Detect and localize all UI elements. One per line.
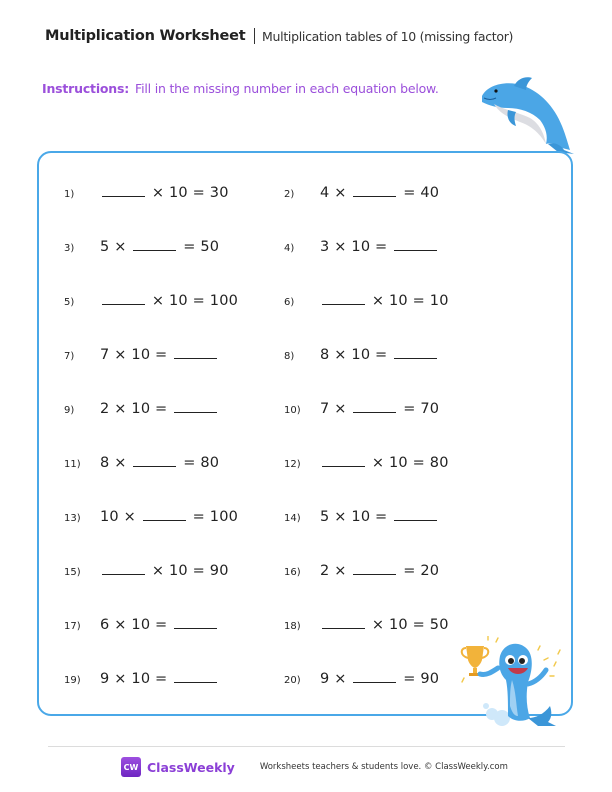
problem-number: 4) <box>284 243 295 254</box>
answer-blank[interactable] <box>174 357 217 359</box>
answer-blank[interactable] <box>133 465 176 467</box>
equation-left: 9 × <box>320 671 347 687</box>
equation <box>100 401 219 417</box>
problem-8 <box>284 347 439 363</box>
equation <box>100 509 238 525</box>
problem-number: 14) <box>284 513 301 524</box>
instructions-text: Fill in the missing number in each equation below. <box>135 81 439 96</box>
equation-left: 2 × <box>320 563 347 579</box>
equation-rest: = 90 <box>403 671 440 687</box>
answer-blank[interactable] <box>174 627 217 629</box>
equation <box>320 563 439 579</box>
problem-number: 17) <box>64 621 81 632</box>
problem-number: 10) <box>284 405 301 416</box>
answer-blank[interactable] <box>394 519 437 521</box>
problem-number: 8) <box>284 351 295 362</box>
dolphin-trophy-icon <box>458 636 578 728</box>
equation-left: 4 × <box>320 185 347 201</box>
problem-13 <box>64 509 238 525</box>
answer-blank[interactable] <box>143 519 186 521</box>
problem-number: 20) <box>284 675 301 686</box>
equation <box>320 293 449 309</box>
problem-4 <box>284 239 439 255</box>
equation-left: 8 × 10 = <box>320 347 388 363</box>
problem-number: 5) <box>64 297 75 308</box>
equation-rest: = 50 <box>183 239 220 255</box>
answer-blank[interactable] <box>102 573 145 575</box>
equation-left: 3 × 10 = <box>320 239 388 255</box>
footer-tagline: Worksheets teachers & students love. © ClassWeekly.com <box>259 762 508 772</box>
problem-number: 3) <box>64 243 75 254</box>
problem-number: 18) <box>284 621 301 632</box>
equation-rest: = 40 <box>403 185 440 201</box>
equation <box>100 617 219 633</box>
equation-left: 7 × <box>320 401 347 417</box>
answer-blank[interactable] <box>322 303 365 305</box>
equation-rest: × 10 = 30 <box>151 185 229 201</box>
problem-2 <box>284 185 439 201</box>
problem-number: 7) <box>64 351 75 362</box>
problem-number: 19) <box>64 675 81 686</box>
answer-blank[interactable] <box>394 249 437 251</box>
problem-number: 6) <box>284 297 295 308</box>
problem-9 <box>64 401 219 417</box>
equation <box>100 185 229 201</box>
equation-left: 8 × <box>100 455 127 471</box>
problem-number: 16) <box>284 567 301 578</box>
answer-blank[interactable] <box>394 357 437 359</box>
equation-rest: × 10 = 80 <box>371 455 449 471</box>
equation <box>100 563 229 579</box>
problem-20 <box>284 671 439 687</box>
problem-19 <box>64 671 219 687</box>
equation-rest: × 10 = 100 <box>151 293 239 309</box>
equation <box>320 455 449 471</box>
equation-rest: = 70 <box>403 401 440 417</box>
answer-blank[interactable] <box>174 411 217 413</box>
equation <box>100 293 238 309</box>
problem-number: 15) <box>64 567 81 578</box>
answer-blank[interactable] <box>353 195 396 197</box>
equation-rest: = 80 <box>183 455 220 471</box>
title-divider <box>254 28 256 44</box>
answer-blank[interactable] <box>322 465 365 467</box>
problem-7 <box>64 347 219 363</box>
equation <box>320 401 439 417</box>
problem-number: 9) <box>64 405 75 416</box>
answer-blank[interactable] <box>322 627 365 629</box>
equation <box>320 185 439 201</box>
dolphin-jumping-icon <box>474 74 574 154</box>
equation <box>100 347 219 363</box>
answer-blank[interactable] <box>133 249 176 251</box>
equation-rest: × 10 = 50 <box>371 617 449 633</box>
problem-number: 13) <box>64 513 81 524</box>
problem-18 <box>284 617 449 633</box>
problem-5 <box>64 293 238 309</box>
equation <box>320 671 439 687</box>
problem-6 <box>284 293 449 309</box>
problem-17 <box>64 617 219 633</box>
equation-left: 10 × <box>100 509 137 525</box>
equation-rest: × 10 = 10 <box>371 293 449 309</box>
answer-blank[interactable] <box>102 195 145 197</box>
problem-number: 2) <box>284 189 295 200</box>
footer-divider <box>48 746 565 747</box>
equation <box>320 347 439 363</box>
page-title: Multiplication Worksheet <box>45 28 246 44</box>
instructions <box>42 81 439 96</box>
equation-left: 5 × 10 = <box>320 509 388 525</box>
equation-rest: = 20 <box>403 563 440 579</box>
equation <box>100 455 219 471</box>
equation <box>100 239 219 255</box>
equation-left: 6 × 10 = <box>100 617 168 633</box>
problem-12 <box>284 455 449 471</box>
problem-1 <box>64 185 229 201</box>
problem-15 <box>64 563 229 579</box>
problem-number: 12) <box>284 459 301 470</box>
equation-rest: × 10 = 90 <box>151 563 229 579</box>
footer <box>121 757 508 777</box>
answer-blank[interactable] <box>353 681 396 683</box>
equation-rest: = 100 <box>192 509 239 525</box>
problem-14 <box>284 509 439 525</box>
answer-blank[interactable] <box>353 411 396 413</box>
equation <box>100 671 219 687</box>
equation <box>320 617 449 633</box>
page-subtitle: Multiplication tables of 10 (missing factor) <box>262 28 514 44</box>
logo-text: CW <box>123 762 139 772</box>
worksheet-header <box>45 28 513 44</box>
equation-left: 9 × 10 = <box>100 671 168 687</box>
classweekly-logo-icon <box>121 757 141 777</box>
equation-left: 5 × <box>100 239 127 255</box>
equation <box>320 509 439 525</box>
problem-11 <box>64 455 219 471</box>
problem-16 <box>284 563 439 579</box>
instructions-label: Instructions: <box>42 81 130 96</box>
equation-left: 7 × 10 = <box>100 347 168 363</box>
equation-left: 2 × 10 = <box>100 401 168 417</box>
answer-blank[interactable] <box>102 303 145 305</box>
problem-number: 11) <box>64 459 81 470</box>
problem-10 <box>284 401 439 417</box>
problem-3 <box>64 239 219 255</box>
answer-blank[interactable] <box>353 573 396 575</box>
problem-number: 1) <box>64 189 75 200</box>
brand-name: ClassWeekly <box>147 759 235 775</box>
equation <box>320 239 439 255</box>
answer-blank[interactable] <box>174 681 217 683</box>
